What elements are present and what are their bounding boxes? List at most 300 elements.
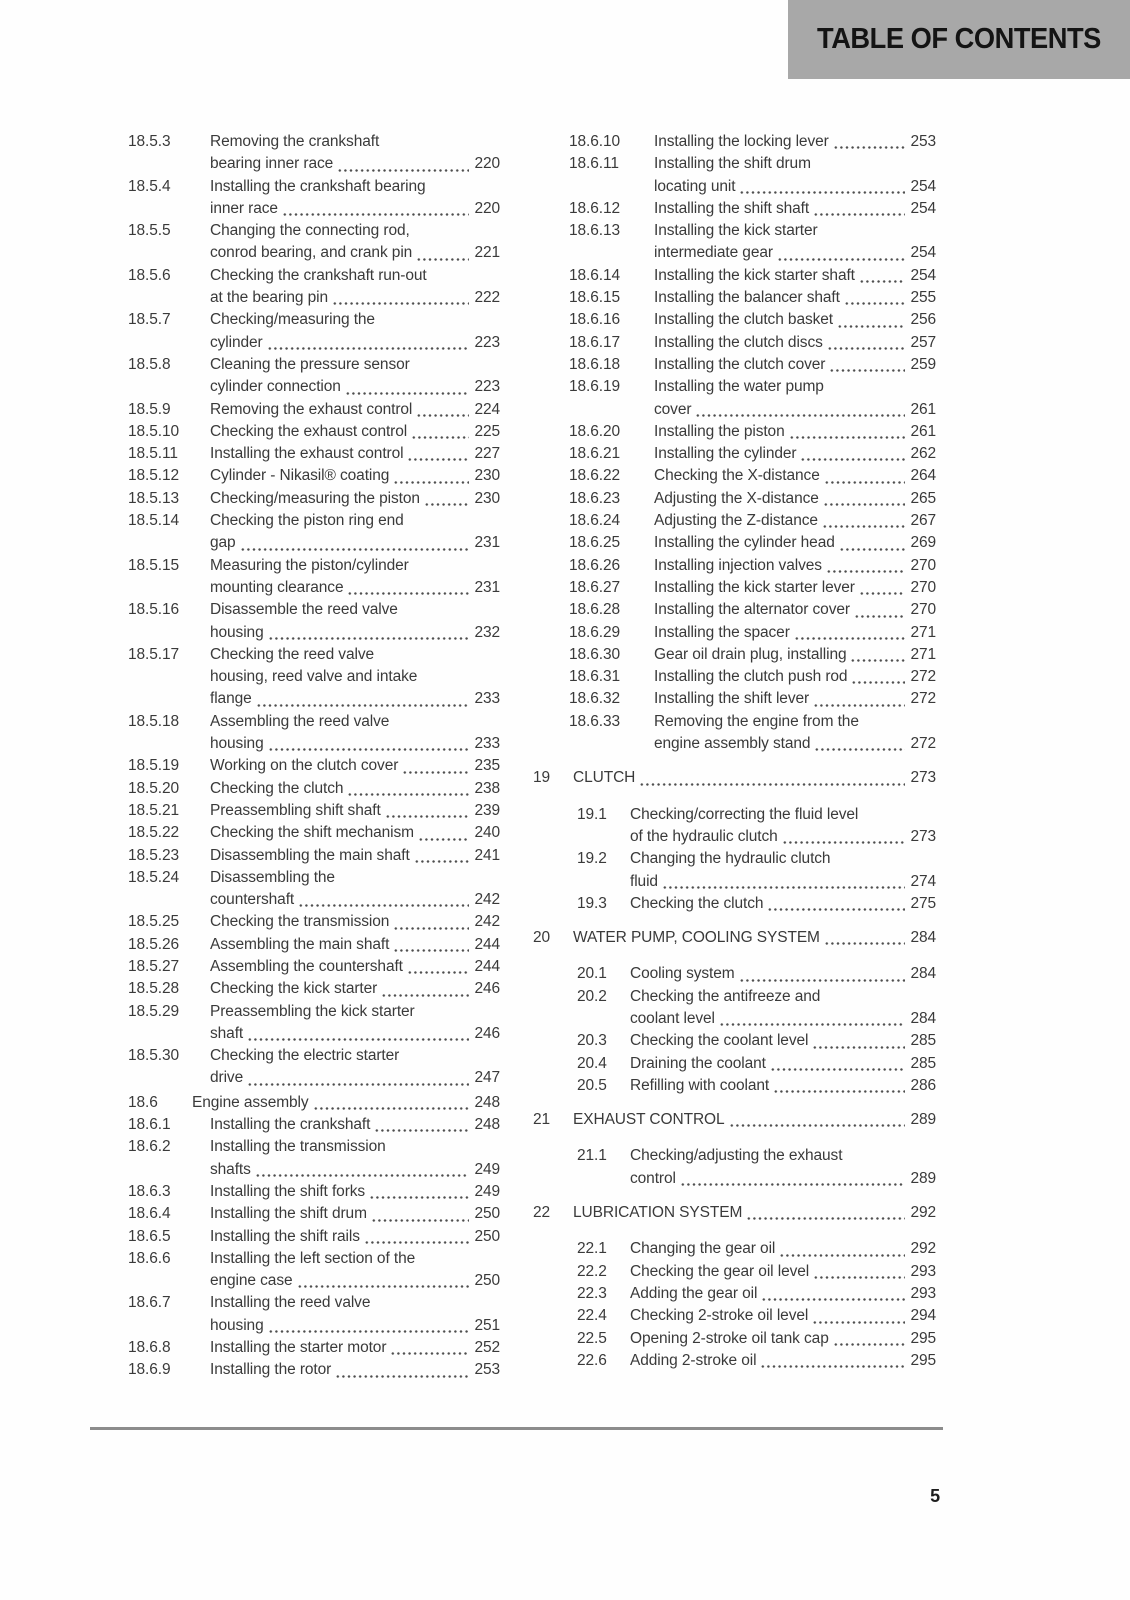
toc-entry	[128, 488, 500, 510]
toc-entry-page: 294	[910, 1307, 936, 1325]
toc-entry-lastline	[573, 1202, 936, 1224]
toc-right-column	[533, 131, 936, 1372]
toc-entry-number: 18.5.7	[128, 311, 171, 329]
dot-leader	[729, 1124, 905, 1127]
toc-entry-title: Installing the clutch discs	[654, 333, 823, 351]
toc-entry-lastline	[630, 893, 936, 915]
toc-entry-body	[210, 644, 500, 711]
toc-entry-body	[210, 956, 500, 978]
toc-entry-page: 269	[910, 534, 936, 552]
toc-entry-lastline	[210, 399, 500, 421]
toc-entry-page: 284	[910, 965, 936, 983]
toc-entry-number: 18.5.10	[128, 422, 180, 440]
toc-entry-lastline	[654, 131, 936, 153]
toc-entry-lastline	[654, 666, 936, 688]
toc-entry-title-line: Disassembling the	[210, 868, 335, 886]
toc-entry	[577, 1350, 936, 1372]
toc-entry-body	[210, 1292, 500, 1337]
toc-entry-body	[630, 1030, 936, 1052]
toc-entry-number: 18.6.16	[569, 311, 621, 329]
toc-entry	[569, 711, 936, 756]
dot-leader	[247, 1083, 469, 1086]
toc-entry	[128, 1359, 500, 1381]
toc-entry-number: 18.6.14	[569, 266, 621, 284]
toc-entry-title: EXHAUST CONTROL	[573, 1111, 725, 1129]
toc-entry	[128, 1203, 500, 1225]
dot-leader	[680, 1183, 905, 1186]
toc-entry-body	[654, 577, 936, 599]
toc-entry-title: Installing the cylinder head	[654, 534, 835, 552]
page-number: 5	[930, 1486, 940, 1506]
dot-leader	[813, 213, 905, 216]
toc-entry-body	[630, 1145, 936, 1190]
toc-entry-title-line: Checking/measuring the	[210, 311, 375, 329]
toc-entry-number: 18.6.12	[569, 199, 621, 217]
toc-entry-number: 18.6.9	[128, 1361, 171, 1379]
toc-entry-page: 275	[910, 894, 936, 912]
toc-entry-body	[630, 1328, 936, 1350]
toc-entry	[128, 176, 500, 221]
toc-entry-number: 20.3	[577, 1032, 607, 1050]
toc-entry-page: 222	[474, 289, 500, 307]
toc-entry-number: 18.5.11	[128, 445, 178, 463]
toc-entry-page: 224	[474, 400, 500, 418]
dot-leader	[761, 1298, 905, 1301]
toc-entry	[128, 220, 500, 265]
toc-entry-lastline	[210, 845, 500, 867]
toc-entry-body	[654, 332, 936, 354]
toc-entry-body	[210, 1045, 500, 1090]
toc-entry	[569, 644, 936, 666]
toc-entry-lastline	[210, 1315, 500, 1337]
toc-entry-body	[654, 443, 936, 465]
toc-entry-page: 220	[474, 199, 500, 217]
toc-entry-lastline	[210, 532, 500, 554]
toc-entry-page: 284	[910, 929, 936, 947]
toc-entry-number: 18.5.9	[128, 400, 171, 418]
toc-entry-title: drive	[210, 1069, 244, 1087]
toc-entry-title: Installing the clutch cover	[654, 355, 826, 373]
toc-entry-title: Installing the rotor	[210, 1361, 332, 1379]
toc-entry-title: Installing the shift forks	[210, 1182, 366, 1200]
toc-entry-body	[210, 599, 500, 644]
toc-entry-page: 265	[910, 489, 936, 507]
toc-entry-body	[654, 287, 936, 309]
toc-entry-body	[210, 778, 500, 800]
toc-entry-title: Installing the alternator cover	[654, 601, 850, 619]
toc-entry-page: 259	[910, 355, 936, 373]
toc-entry	[569, 443, 936, 465]
toc-entry-page: 285	[910, 1032, 936, 1050]
toc-entry-title: Working on the clutch cover	[210, 757, 399, 775]
toc-entry-number: 18.6.5	[128, 1227, 171, 1245]
toc-entry-lastline	[210, 934, 500, 956]
toc-entry-title-line: housing, reed valve and intake	[210, 668, 418, 686]
toc-entry-number: 18.5.19	[128, 757, 180, 775]
toc-entry-number: 18.6.4	[128, 1205, 171, 1223]
toc-entry-lastline	[654, 465, 936, 487]
toc-entry-lastline	[210, 1337, 500, 1359]
toc-entry-number: 21	[533, 1111, 551, 1129]
dot-leader	[411, 436, 469, 439]
toc-entry-title-line: Changing the connecting rod,	[210, 222, 410, 240]
toc-entry-body	[210, 220, 500, 265]
toc-entry-title: Installing the locking lever	[654, 133, 829, 150]
toc-entry-number: 22.1	[577, 1240, 607, 1258]
toc-entry-number: 18.5.20	[128, 779, 180, 797]
toc-entry-body	[210, 800, 500, 822]
toc-entry-page: 250	[474, 1205, 500, 1223]
toc-entry-page: 254	[910, 266, 936, 284]
toc-entry-page: 230	[474, 489, 500, 507]
toc-entry-title: Installing the shift shaft	[654, 199, 810, 217]
toc-entry-body	[630, 986, 936, 1031]
toc-entry-page: 231	[474, 578, 500, 596]
toc-entry-lastline	[630, 1328, 936, 1350]
toc-entry-lastline	[210, 755, 500, 777]
toc-entry-lastline	[630, 871, 936, 893]
toc-entry-page: 286	[910, 1076, 936, 1094]
toc-entry-title: Checking the transmission	[210, 913, 390, 931]
toc-entry-lastline	[654, 555, 936, 577]
dot-leader	[332, 302, 469, 305]
dot-leader	[347, 793, 469, 796]
toc-entry-title: Assembling the countershaft	[210, 957, 403, 975]
toc-entry-title: Adding the gear oil	[630, 1284, 758, 1302]
dot-leader	[393, 481, 469, 484]
toc-entry-body	[654, 265, 936, 287]
toc-entry-lastline	[210, 488, 500, 510]
toc-entry	[569, 131, 936, 153]
toc-entry-title: locating unit	[654, 177, 736, 195]
toc-entry-number: 22.2	[577, 1262, 607, 1280]
dot-leader	[407, 971, 469, 974]
toc-entry-lastline	[630, 1261, 936, 1283]
toc-entry-body	[210, 1226, 500, 1248]
toc-entry	[569, 198, 936, 220]
toc-entry-number: 18.6.20	[569, 422, 621, 440]
toc-left-column	[128, 131, 500, 1382]
toc-entry	[569, 688, 936, 710]
dot-leader	[859, 280, 905, 283]
toc-entry-body	[210, 488, 500, 510]
toc-entry-page: 254	[910, 199, 936, 217]
toc-entry-page: 223	[474, 378, 500, 396]
toc-entry-title: Engine assembly	[192, 1093, 309, 1111]
toc-entry-body	[630, 1283, 936, 1305]
toc-entry-page: 250	[474, 1227, 500, 1245]
toc-entry-body	[654, 309, 936, 331]
toc-entry-body	[210, 1001, 500, 1046]
toc-entry	[569, 532, 936, 554]
toc-entry-lastline	[630, 1350, 936, 1372]
toc-entry	[569, 465, 936, 487]
toc-entry	[128, 1045, 500, 1090]
toc-entry-number: 18.6.7	[128, 1294, 171, 1312]
toc-entry	[128, 1001, 500, 1046]
toc-entry-number: 20	[533, 929, 551, 947]
toc-entry-page: 221	[474, 244, 500, 262]
toc-entry	[533, 1202, 936, 1224]
toc-entry-number: 18.6.31	[569, 668, 621, 686]
toc-entry-page: 261	[910, 422, 936, 440]
toc-entry-title: Adding 2-stroke oil	[630, 1351, 757, 1369]
toc-entry-number: 18.5.22	[128, 824, 180, 842]
toc-entry-lastline	[654, 309, 936, 331]
toc-entry-page: 232	[474, 623, 500, 641]
toc-entry-title-line: Cleaning the pressure sensor	[210, 355, 410, 373]
toc-entry-number: 18.6.11	[569, 155, 619, 173]
toc-entry	[577, 1053, 936, 1075]
toc-entry-lastline	[654, 599, 936, 621]
toc-entry-number: 18.6.22	[569, 467, 621, 485]
toc-entry-page: 255	[910, 289, 936, 307]
toc-entry-number: 18.6.8	[128, 1339, 171, 1357]
dot-leader	[789, 436, 905, 439]
dot-leader	[812, 1046, 905, 1049]
toc-entry-title-line: Checking the reed valve	[210, 645, 374, 663]
toc-entry-page: 235	[474, 757, 500, 775]
toc-entry-number: 18.6	[128, 1093, 158, 1111]
toc-entry-body	[654, 421, 936, 443]
toc-entry-body	[630, 848, 936, 893]
toc-entry	[128, 1337, 500, 1359]
toc-entry	[128, 755, 500, 777]
toc-entry-number: 22.6	[577, 1351, 607, 1369]
dot-leader	[813, 1276, 905, 1279]
toc-entry-title: Installing the crankshaft	[210, 1116, 371, 1134]
toc-entry-lastline	[654, 733, 936, 755]
toc-entry-body	[654, 711, 936, 756]
toc-entry-body	[210, 1337, 500, 1359]
toc-entry-number: 18.6.6	[128, 1249, 171, 1267]
toc-entry-number: 18.5.24	[128, 868, 180, 886]
toc-entry-lastline	[192, 1092, 500, 1114]
toc-entry-title: LUBRICATION SYSTEM	[573, 1204, 743, 1222]
toc-entry-page: 242	[474, 891, 500, 909]
toc-entry-number: 20.4	[577, 1054, 607, 1072]
toc-entry-page: 272	[910, 735, 936, 753]
dot-leader	[345, 392, 469, 395]
toc-entry-title: cover	[654, 400, 692, 418]
toc-entry-page: 271	[910, 645, 936, 663]
toc-entry-body	[630, 1350, 936, 1372]
toc-entry-title: Removing the exhaust control	[210, 400, 413, 418]
toc-entry-title-line: Installing the crankshaft bearing	[210, 177, 426, 195]
toc-entry-body	[210, 421, 500, 443]
toc-entry-lastline	[630, 1008, 936, 1030]
toc-entry-page: 270	[910, 578, 936, 596]
toc-entry-lastline	[654, 622, 936, 644]
dot-leader	[695, 414, 905, 417]
toc-entry	[569, 287, 936, 309]
dot-leader	[829, 369, 905, 372]
dot-leader	[374, 1129, 469, 1132]
toc-entry-lastline	[654, 176, 936, 198]
toc-entry-title: engine case	[210, 1272, 293, 1290]
toc-entry-page: 250	[474, 1272, 500, 1290]
dot-leader	[416, 414, 469, 417]
page-header	[788, 0, 1130, 79]
toc-entry-body	[210, 934, 500, 956]
toc-entry-page: 254	[910, 177, 936, 195]
toc-entry-title-line: Installing the transmission	[210, 1138, 386, 1156]
toc-entry-lastline	[210, 889, 500, 911]
toc-entry	[577, 963, 936, 985]
toc-entry-page: 252	[474, 1339, 500, 1357]
toc-entry	[577, 1283, 936, 1305]
toc-entry-title: coolant level	[630, 1009, 715, 1027]
toc-entry-title: Installing the shift lever	[654, 690, 810, 708]
toc-entry	[569, 153, 936, 198]
dot-leader	[719, 1023, 905, 1026]
toc-entry-number: 18.5.23	[128, 846, 180, 864]
dot-leader	[739, 191, 905, 194]
toc-entry-body	[210, 1248, 500, 1293]
dot-leader	[418, 838, 469, 841]
toc-entry-title: Checking/measuring the piston	[210, 489, 420, 507]
toc-entry-body	[654, 465, 936, 487]
dot-leader	[837, 325, 905, 328]
toc-entry-title: bearing inner race	[210, 155, 334, 173]
toc-entry-title: Installing the clutch basket	[654, 311, 833, 329]
toc-entry	[577, 1145, 936, 1190]
toc-entry-body	[573, 1109, 936, 1131]
toc-entry-title: Draining the coolant	[630, 1054, 766, 1072]
toc-entry-number: 20.1	[577, 965, 607, 983]
toc-entry-title: Opening 2-stroke oil tank cap	[630, 1329, 829, 1347]
toc-entry-title-line: Changing the hydraulic clutch	[630, 850, 831, 868]
toc-entry-lastline	[654, 242, 936, 264]
toc-entry	[533, 927, 936, 949]
toc-entry-number: 22.3	[577, 1284, 607, 1302]
dot-leader	[255, 1174, 469, 1177]
toc-entry	[128, 778, 500, 800]
toc-entry-body	[210, 755, 500, 777]
toc-entry-lastline	[654, 287, 936, 309]
toc-entry-title: fluid	[630, 872, 658, 890]
dot-leader	[371, 1219, 469, 1222]
toc-entry-page: 271	[910, 623, 936, 641]
toc-entry	[569, 622, 936, 644]
toc-entry-title: Installing the kick starter shaft	[654, 266, 855, 284]
toc-entry-lastline	[654, 532, 936, 554]
toc-entry-title: Changing the gear oil	[630, 1240, 776, 1258]
toc-entry-body	[630, 893, 936, 915]
toc-entry-lastline	[573, 767, 936, 789]
toc-entry-page: 295	[910, 1329, 936, 1347]
toc-entry	[577, 1261, 936, 1283]
toc-entry-lastline	[210, 1270, 500, 1292]
toc-entry-title: shafts	[210, 1160, 251, 1178]
dot-leader	[268, 1330, 469, 1333]
toc-entry-number: 18.5.4	[128, 177, 171, 195]
toc-entry-title: Checking the clutch	[630, 894, 764, 912]
toc-entry	[569, 332, 936, 354]
toc-entry-body	[210, 309, 500, 354]
toc-entry-number: 18.6.27	[569, 578, 621, 596]
toc-entry-number: 18.6.10	[569, 133, 621, 150]
toc-entry-title: at the bearing pin	[210, 289, 328, 307]
dot-leader	[267, 347, 469, 350]
toc-entry-body	[210, 911, 500, 933]
dot-leader	[381, 994, 469, 997]
toc-entry-number: 18.6.32	[569, 690, 621, 708]
toc-entry-title: conrod bearing, and crank pin	[210, 244, 413, 262]
toc-entry-body	[630, 804, 936, 849]
toc-entry	[577, 1030, 936, 1052]
toc-entry	[569, 265, 936, 287]
dot-leader	[240, 548, 469, 551]
toc-entry	[569, 376, 936, 421]
toc-entry-number: 18.6.33	[569, 712, 621, 730]
toc-entry-number: 18.5.6	[128, 266, 171, 284]
toc-entry	[128, 421, 500, 443]
toc-entry-number: 18.6.3	[128, 1182, 171, 1200]
toc-entry-page: 267	[910, 512, 936, 530]
toc-entry-lastline	[210, 443, 500, 465]
toc-entry	[569, 309, 936, 331]
toc-entry-title: Checking the coolant level	[630, 1032, 809, 1050]
toc-entry-lastline	[210, 800, 500, 822]
toc-entry-lastline	[210, 1181, 500, 1203]
toc-entry	[128, 1092, 500, 1114]
toc-entry-page: 256	[910, 311, 936, 329]
toc-entry	[128, 510, 500, 555]
toc-entry	[577, 1238, 936, 1260]
dot-leader	[337, 169, 469, 172]
toc-entry-page: 238	[474, 779, 500, 797]
toc-entry-page: 257	[910, 333, 936, 351]
toc-entry-number: 18.6.17	[569, 333, 621, 351]
toc-entry-number: 19.2	[577, 850, 607, 868]
toc-entry-body	[210, 465, 500, 487]
toc-entry	[569, 666, 936, 688]
dot-leader	[813, 704, 905, 707]
toc-entry-number: 18.5.21	[128, 801, 180, 819]
toc-entry-page: 292	[910, 1240, 936, 1258]
toc-entry-number: 18.5.29	[128, 1002, 180, 1020]
toc-entry	[577, 893, 936, 915]
toc-entry-lastline	[630, 963, 936, 985]
toc-entry-body	[573, 927, 936, 949]
toc-entry-body	[210, 1114, 500, 1136]
toc-entry-number: 18.5.28	[128, 980, 180, 998]
toc-entry-title: intermediate gear	[654, 244, 773, 262]
toc-entry-number: 18.6.24	[569, 512, 621, 530]
toc-entry-lastline	[630, 1030, 936, 1052]
toc-entry	[128, 1114, 500, 1136]
toc-entry-page: 273	[910, 827, 936, 845]
dot-leader	[827, 347, 905, 350]
toc-entry-page: 248	[474, 1093, 500, 1111]
toc-entry-title: Checking the X-distance	[654, 467, 820, 485]
toc-entry-body	[210, 1136, 500, 1181]
toc-entry-body	[654, 622, 936, 644]
toc-entry-page: 242	[474, 913, 500, 931]
toc-entry-number: 22.5	[577, 1329, 607, 1347]
toc-entry-page: 270	[910, 556, 936, 574]
toc-entry-title: flange	[210, 690, 252, 708]
toc-entry-lastline	[210, 1023, 500, 1045]
dot-leader	[256, 704, 469, 707]
toc-entry-body	[654, 688, 936, 710]
toc-entry	[128, 465, 500, 487]
toc-entry-lastline	[210, 332, 500, 354]
toc-entry	[577, 804, 936, 849]
toc-entry	[128, 131, 500, 176]
toc-entry-lastline	[654, 354, 936, 376]
